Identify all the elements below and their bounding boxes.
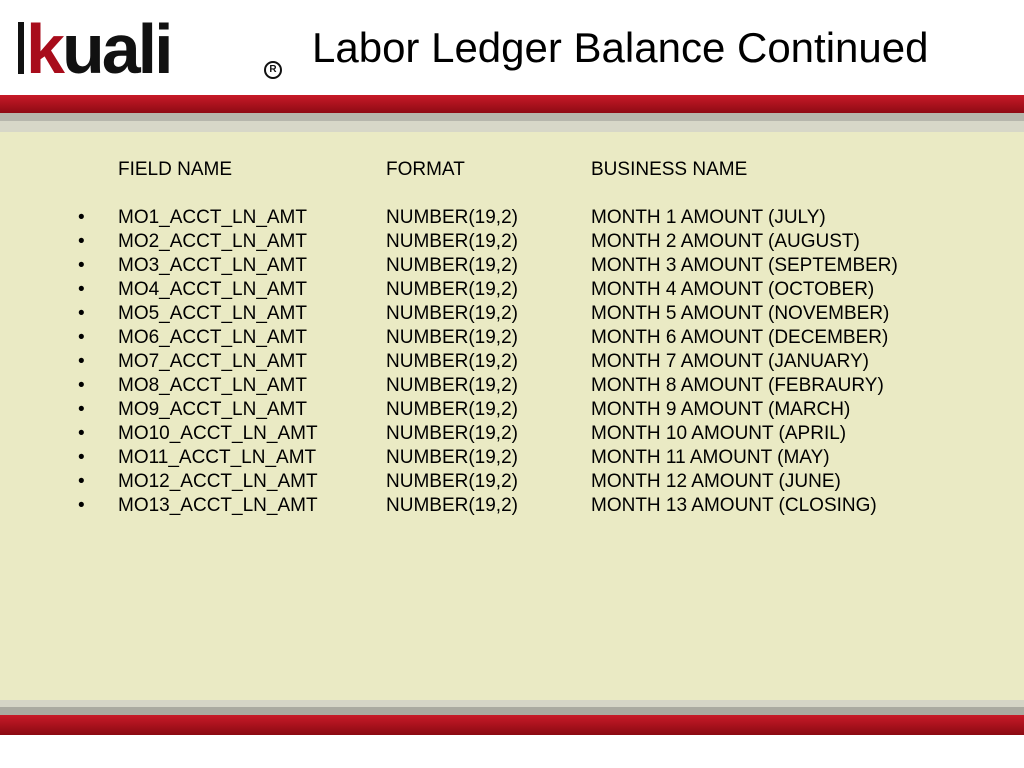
field-name-cell: MO2_ACCT_LN_AMT — [118, 231, 307, 252]
header-business-name: BUSINESS NAME — [591, 159, 748, 180]
bullet-icon: • — [78, 255, 85, 276]
format-cell: NUMBER(19,2) — [386, 255, 518, 276]
bullet-icon: • — [78, 351, 85, 372]
field-name-cell: MO10_ACCT_LN_AMT — [118, 423, 318, 444]
registered-mark-icon: R — [264, 61, 282, 79]
table-row — [0, 326, 1024, 350]
field-table — [0, 158, 1024, 518]
top-gray-band-light — [0, 121, 1024, 132]
slide-footer — [0, 735, 1024, 768]
business-name-cell: MONTH 2 AMOUNT (AUGUST) — [591, 231, 860, 252]
field-name-cell: MO7_ACCT_LN_AMT — [118, 351, 307, 372]
bullet-icon: • — [78, 399, 85, 420]
business-name-cell: MONTH 6 AMOUNT (DECEMBER) — [591, 327, 889, 348]
table-row — [0, 230, 1024, 254]
bullet-icon: • — [78, 231, 85, 252]
table-header-row — [0, 158, 1024, 182]
logo-bar — [18, 22, 24, 74]
format-cell: NUMBER(19,2) — [386, 447, 518, 468]
business-name-cell: MONTH 8 AMOUNT (FEBRAURY) — [591, 375, 884, 396]
logo-k: k — [26, 10, 62, 88]
field-name-cell: MO5_ACCT_LN_AMT — [118, 303, 307, 324]
bullet-icon: • — [78, 495, 85, 516]
table-row — [0, 398, 1024, 422]
bullet-icon: • — [78, 327, 85, 348]
table-row — [0, 278, 1024, 302]
bullet-icon: • — [78, 447, 85, 468]
table-row — [0, 446, 1024, 470]
format-cell: NUMBER(19,2) — [386, 351, 518, 372]
table-row — [0, 374, 1024, 398]
table-rows — [0, 206, 1024, 518]
bullet-icon: • — [78, 303, 85, 324]
format-cell: NUMBER(19,2) — [386, 399, 518, 420]
bullet-icon: • — [78, 279, 85, 300]
business-name-cell: MONTH 1 AMOUNT (JULY) — [591, 207, 826, 228]
slide-title: Labor Ledger Balance Continued — [312, 24, 929, 71]
top-gray-band-dark — [0, 113, 1024, 121]
business-name-cell: MONTH 13 AMOUNT (CLOSING) — [591, 495, 877, 516]
business-name-cell: MONTH 7 AMOUNT (JANUARY) — [591, 351, 869, 372]
table-row — [0, 494, 1024, 518]
field-name-cell: MO3_ACCT_LN_AMT — [118, 255, 307, 276]
bullet-icon: • — [78, 207, 85, 228]
format-cell: NUMBER(19,2) — [386, 303, 518, 324]
field-name-cell: MO6_ACCT_LN_AMT — [118, 327, 307, 348]
business-name-cell: MONTH 4 AMOUNT (OCTOBER) — [591, 279, 875, 300]
business-name-cell: MONTH 11 AMOUNT (MAY) — [591, 447, 830, 468]
bottom-gray-band-dark — [0, 707, 1024, 715]
business-name-cell: MONTH 10 AMOUNT (APRIL) — [591, 423, 847, 444]
bullet-icon: • — [78, 375, 85, 396]
table-row — [0, 254, 1024, 278]
business-name-cell: MONTH 5 AMOUNT (NOVEMBER) — [591, 303, 890, 324]
header-field-name: FIELD NAME — [118, 159, 233, 180]
table-row — [0, 470, 1024, 494]
field-name-cell: MO4_ACCT_LN_AMT — [118, 279, 307, 300]
table-row — [0, 302, 1024, 326]
format-cell: NUMBER(19,2) — [386, 375, 518, 396]
field-name-cell: MO9_ACCT_LN_AMT — [118, 399, 307, 420]
field-name-cell: MO11_ACCT_LN_AMT — [118, 447, 317, 468]
bullet-icon: • — [78, 471, 85, 492]
format-cell: NUMBER(19,2) — [386, 279, 518, 300]
field-name-cell: MO8_ACCT_LN_AMT — [118, 375, 307, 396]
format-cell: NUMBER(19,2) — [386, 471, 518, 492]
table-row — [0, 206, 1024, 230]
format-cell: NUMBER(19,2) — [386, 231, 518, 252]
table-row — [0, 350, 1024, 374]
logo-wordmark — [26, 10, 171, 88]
business-name-cell: MONTH 3 AMOUNT (SEPTEMBER) — [591, 255, 898, 276]
bullet-icon: • — [78, 423, 85, 444]
header-format: FORMAT — [386, 159, 465, 180]
slide-header — [0, 0, 1024, 95]
bottom-red-band — [0, 715, 1024, 735]
bottom-gray-band-light — [0, 700, 1024, 707]
format-cell: NUMBER(19,2) — [386, 207, 518, 228]
logo-rest: uali — [61, 10, 171, 88]
field-name-cell: MO1_ACCT_LN_AMT — [118, 207, 307, 228]
format-cell: NUMBER(19,2) — [386, 327, 518, 348]
format-cell: NUMBER(19,2) — [386, 495, 518, 516]
format-cell: NUMBER(19,2) — [386, 423, 518, 444]
business-name-cell: MONTH 12 AMOUNT (JUNE) — [591, 471, 841, 492]
field-name-cell: MO13_ACCT_LN_AMT — [118, 495, 318, 516]
business-name-cell: MONTH 9 AMOUNT (MARCH) — [591, 399, 851, 420]
top-red-band — [0, 95, 1024, 113]
table-row — [0, 422, 1024, 446]
field-name-cell: MO12_ACCT_LN_AMT — [118, 471, 318, 492]
